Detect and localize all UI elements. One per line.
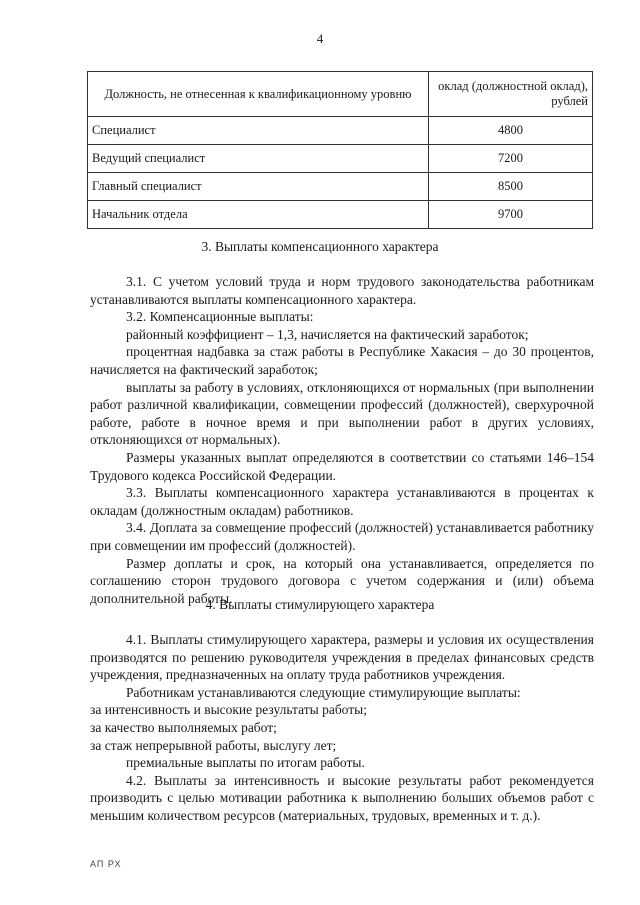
salary-cell: 9700 xyxy=(429,201,593,229)
list-item: премиальные выплаты по итогам работы. xyxy=(126,755,365,771)
table-row xyxy=(88,173,593,201)
list-item: за интенсивность и высокие результаты работы; xyxy=(90,702,367,718)
paragraph-3-4: 3.4. Доплата за совмещение профессий (должностей) устанавливается работнику при совмещении им профессий (должностей). xyxy=(90,520,594,553)
position-cell: Ведущий специалист xyxy=(88,145,429,173)
position-cell: Главный специалист xyxy=(88,173,429,201)
table-row xyxy=(88,201,593,229)
paragraph-percent-allowance: процентная надбавка за стаж работы в Республике Хакасия – до 30 процентов, начисляется на фактический заработок; xyxy=(90,344,594,377)
salary-cell: 4800 xyxy=(429,117,593,145)
paragraph-3-2: 3.2. Компенсационные выплаты: xyxy=(126,309,314,325)
paragraph-3-3: 3.3. Выплаты компенсационного характера устанавливаются в процентах к окладам (должностным окладам) работников. xyxy=(90,485,594,518)
section-3-title: 3. Выплаты компенсационного характера xyxy=(201,239,439,254)
footer-mark: АП РХ xyxy=(90,859,122,869)
section-3-body xyxy=(90,273,594,607)
paragraph-4-2: 4.2. Выплаты за интенсивность и высокие результаты работ рекомендуется производить с целью мотивации работника к выполнению больших объемов работ с меньшим количеством ресурсов (материальных, трудовых, временных и т. д.). xyxy=(90,772,594,823)
table-header-row xyxy=(88,72,593,117)
header-position: Должность, не отнесенная к квалификационному уровню xyxy=(88,72,429,117)
page-number: 4 xyxy=(316,31,324,46)
paragraph-4-1: 4.1. Выплаты стимулирующего характера, размеры и условия их осуществления производятся по решению руководителя учреждения в пределах финансовых средств учреждения, предназначенных на оплату труда работников учреждения. xyxy=(90,632,594,683)
header-salary: оклад (должностной оклад), рублей xyxy=(429,72,593,117)
paragraph-3-1: 3.1. С учетом условий труда и норм трудового законодательства работникам устанавливаются выплаты компенсационного характера. xyxy=(90,274,594,307)
paragraph-regional-coefficient: районный коэффициент – 1,3, начисляется на фактический заработок; xyxy=(126,326,529,342)
paragraph-abnormal-conditions: выплаты за работу в условиях, отклоняющихся от нормальных (при выполнении работ различной квалификации, совмещении профессий (должностей), сверхурочной работе, работе в ночное время и при выполнении работ в других условиях, отклоняющихся от нормальных). xyxy=(90,379,594,448)
paragraph-incentive-list-intro: Работникам устанавливаются следующие стимулирующие выплаты: xyxy=(126,684,521,700)
section-4-body xyxy=(90,631,594,825)
section-4-title: 4. Выплаты стимулирующего характера xyxy=(205,597,435,612)
salary-cell: 8500 xyxy=(429,173,593,201)
table-row xyxy=(88,145,593,173)
salary-table xyxy=(87,71,593,229)
list-item: за стаж непрерывной работы, выслугу лет; xyxy=(90,737,337,753)
list-item: за качество выполняемых работ; xyxy=(90,719,277,735)
table-row xyxy=(88,117,593,145)
salary-cell: 7200 xyxy=(429,145,593,173)
paragraph-surcharge-size: Размер доплаты и срок, на который она устанавливается, определяется по соглашению сторон трудового договора с учетом содержания и (или) объема дополнительной работы. xyxy=(90,555,594,606)
paragraph-payment-sizes: Размеры указанных выплат определяются в соответствии со статьями 146–154 Трудового кодекса Российской Федерации. xyxy=(90,449,594,483)
position-cell: Специалист xyxy=(88,117,429,145)
position-cell: Начальник отдела xyxy=(88,201,429,229)
